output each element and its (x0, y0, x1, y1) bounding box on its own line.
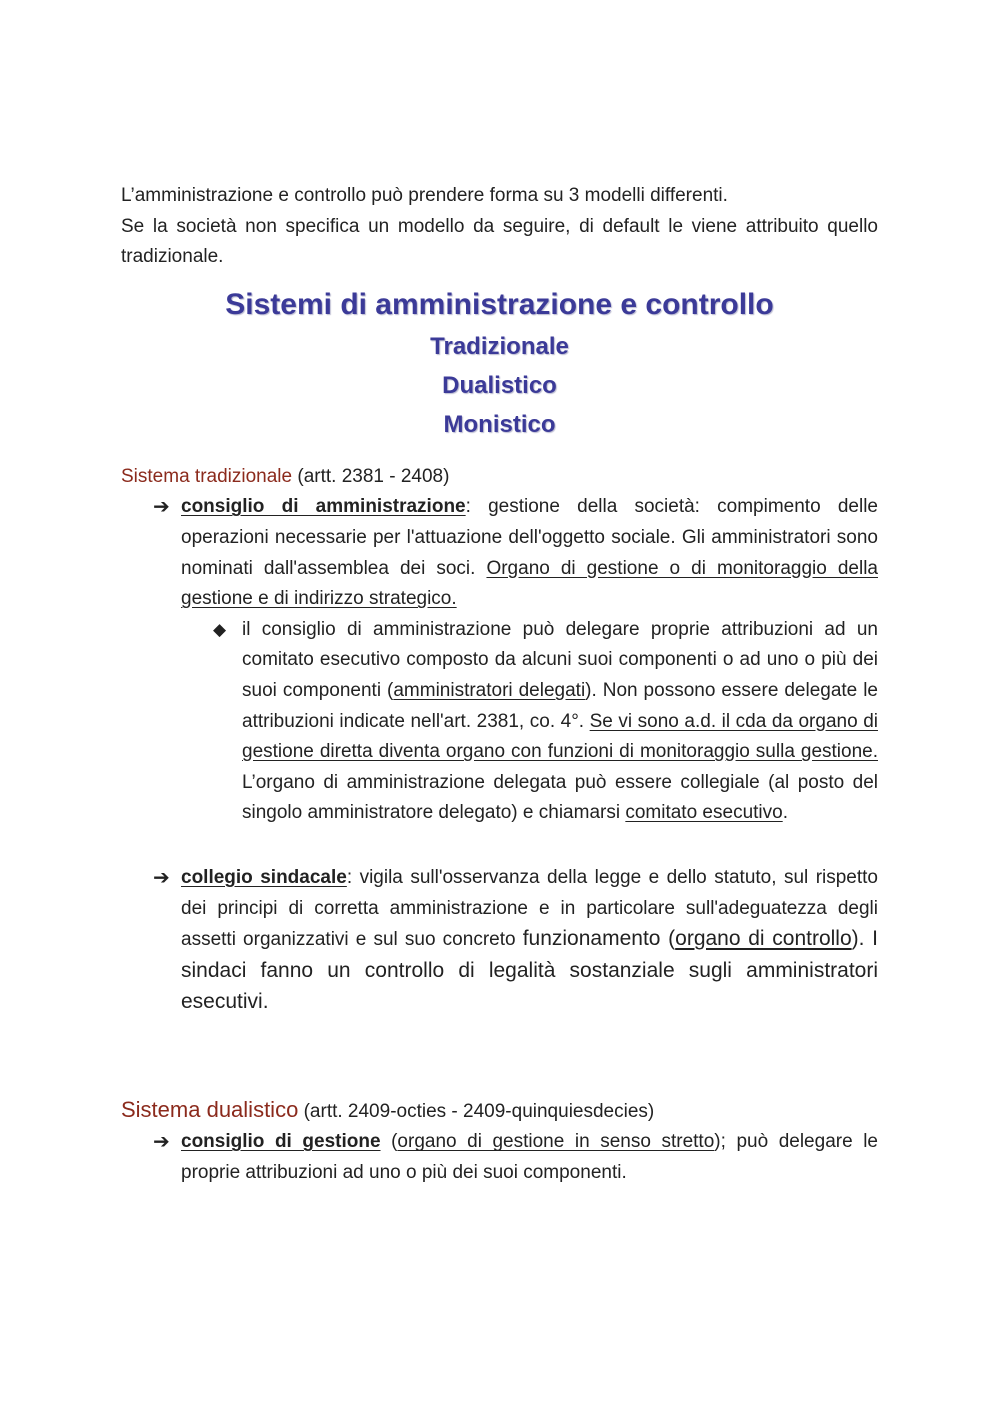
arrow-bullet-icon: ➔ (153, 496, 170, 519)
intro-line-2: Se la società non specifica un modello da seguire, di default le viene attribuito quello tradizionale. (121, 215, 878, 268)
document-page (121, 181, 878, 1189)
title-sub-dualistico: Dualistico (442, 371, 557, 399)
arrow-bullet-icon: ➔ (153, 866, 170, 889)
title-main: Sistemi di amministrazione e controllo (225, 287, 774, 321)
cda-text: : gestione della società: compimento delle operazioni necessarie per l'attuazione dell'oggetto sociale. Gli amministratori sono nominati dall'assemblea dei soci. (181, 496, 878, 579)
cdg-open: ( (380, 1131, 398, 1153)
delega-end: . (782, 802, 788, 824)
articles-dualistico: (artt. 2409-octies - 2409-quinquiesdecies) (298, 1100, 655, 1122)
delega-text-2: ). Non possono essere delegate le attribuzioni indicate nell'art. 2381, co. 4°. (242, 679, 878, 732)
title-sub-monistico: Monistico (443, 410, 556, 438)
cdg-underlined: organo di gestione in senso stretto (397, 1131, 715, 1153)
articles-tradizionale: (artt. 2381 - 2408) (292, 465, 450, 487)
list-item-cda (121, 492, 878, 614)
cdg-text: ); può delegare le proprie attribuzioni ad uno o più dei suoi componenti. (181, 1131, 878, 1184)
title-sub-tradizionale: Tradizionale (430, 332, 569, 360)
delega-underlined: Se vi sono a.d. il cda da organo di gestione diretta diventa organo con funzioni di monitoraggio sulla gestione. (242, 710, 878, 763)
title-block (121, 283, 878, 444)
delega-ad: amministratori delegati (393, 679, 586, 701)
intro-line-1: L’amministrazione e controllo può prendere forma su 3 modelli differenti. (121, 185, 728, 206)
collegio-text-big: funzionamento ( (522, 927, 676, 951)
list-item-collegio (121, 863, 878, 1019)
collegio-text-2: ). I sindaci fanno un controllo di legalità sostanziale sugli amministratori esecutivi. (181, 927, 879, 1014)
heading-tradizionale: Sistema tradizionale (121, 465, 293, 487)
list-item-cdg (121, 1127, 878, 1188)
diamond-bullet-icon: ◆ (213, 619, 227, 639)
term-cda: consiglio di amministrazione (181, 496, 466, 518)
collegio-text-1: : vigila sull'osservanza della legge e dello statuto, sul rispetto dei principi di corretta amministrazione e in particolare sull'adeguatezza degli assetti organizzativi e sul suo concreto (181, 866, 878, 951)
section-heading-dualistico (121, 1095, 878, 1128)
delega-ce: comitato esecutivo (625, 802, 783, 824)
section-heading-tradizionale (121, 462, 878, 493)
arrow-bullet-icon: ➔ (153, 1131, 170, 1154)
heading-dualistico: Sistema dualistico (121, 1096, 299, 1122)
delega-text-3: L’organo di amministrazione delegata può essere collegiale (al posto del singolo amministratore delegato) e chiamarsi (242, 771, 878, 824)
cda-underlined: Organo di gestione o di monitoraggio della gestione e di indirizzo strategico. (181, 557, 878, 610)
term-collegio: collegio sindacale (181, 866, 347, 888)
term-cdg: consiglio di gestione (181, 1131, 381, 1153)
list-subitem-delega (121, 615, 878, 829)
collegio-underlined: organo di controllo (675, 927, 852, 951)
delega-text-1: il consiglio di amministrazione può delegare proprie attribuzioni ad un comitato esecutivo composto da alcuni suoi componenti o ad uno o più dei suoi componenti ( (242, 618, 878, 701)
